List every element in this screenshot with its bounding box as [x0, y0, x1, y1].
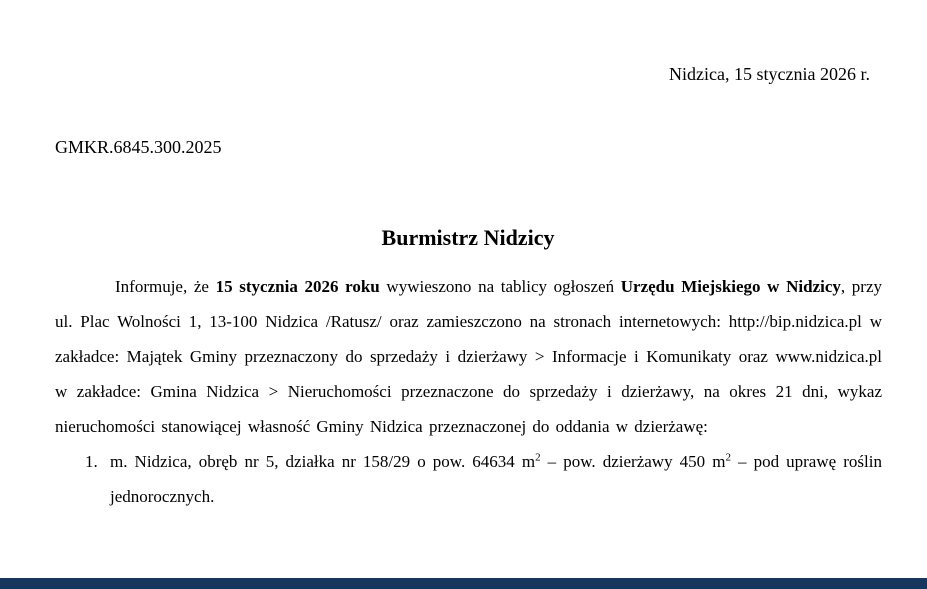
paragraph-segment: Informuje, że [115, 277, 216, 296]
paragraph-segment-bold-office: Urzędu Miejskiego w Nidzicy [620, 277, 841, 296]
footer-bar [0, 578, 927, 589]
document-title: Burmistrz Nidzicy [381, 225, 555, 250]
date-line: Nidzica, 15 stycznia 2026 r. [669, 64, 870, 84]
list-item-number: 1. [85, 452, 98, 471]
list-item-text [110, 444, 882, 514]
reference-number: GMKR.6845.300.2025 [55, 137, 222, 157]
paragraph-segment: , przy ul. Plac Wolności 1, 13-100 Nidzica /Ratusz/ oraz zamieszczono na stronach internetowych: http://bip.nidzica.pl w zakładce: Majątek Gminy przeznaczony do sprzedaży i dzierżawy > Informacje i Komunikaty oraz www.nidzica.pl w zakładce: Gmina Nidzica > Nieruchomości przeznaczone do sprzedaży i dzierżawy, na okres 21 dni, wykaz nieruchomości stanowiącej własność Gminy Nidzica przeznaczonej do oddania w dzierżawę: [55, 277, 882, 436]
paragraph-segment-bold-date: 15 stycznia 2026 roku [215, 277, 380, 296]
list-item [85, 444, 882, 514]
list-text-segment: – pod uprawę roślin jednorocznych. [110, 452, 882, 506]
list-text-segment: – pow. dzierżawy 450 m [540, 452, 726, 471]
paragraph-segment: wywieszono na tablicy ogłoszeń [379, 277, 621, 296]
superscript: 2 [535, 451, 541, 464]
superscript: 2 [725, 451, 731, 464]
list-text-segment: m. Nidzica, obręb nr 5, działka nr 158/29 o pow. 64634 m [110, 452, 536, 471]
body-paragraph [55, 269, 882, 444]
